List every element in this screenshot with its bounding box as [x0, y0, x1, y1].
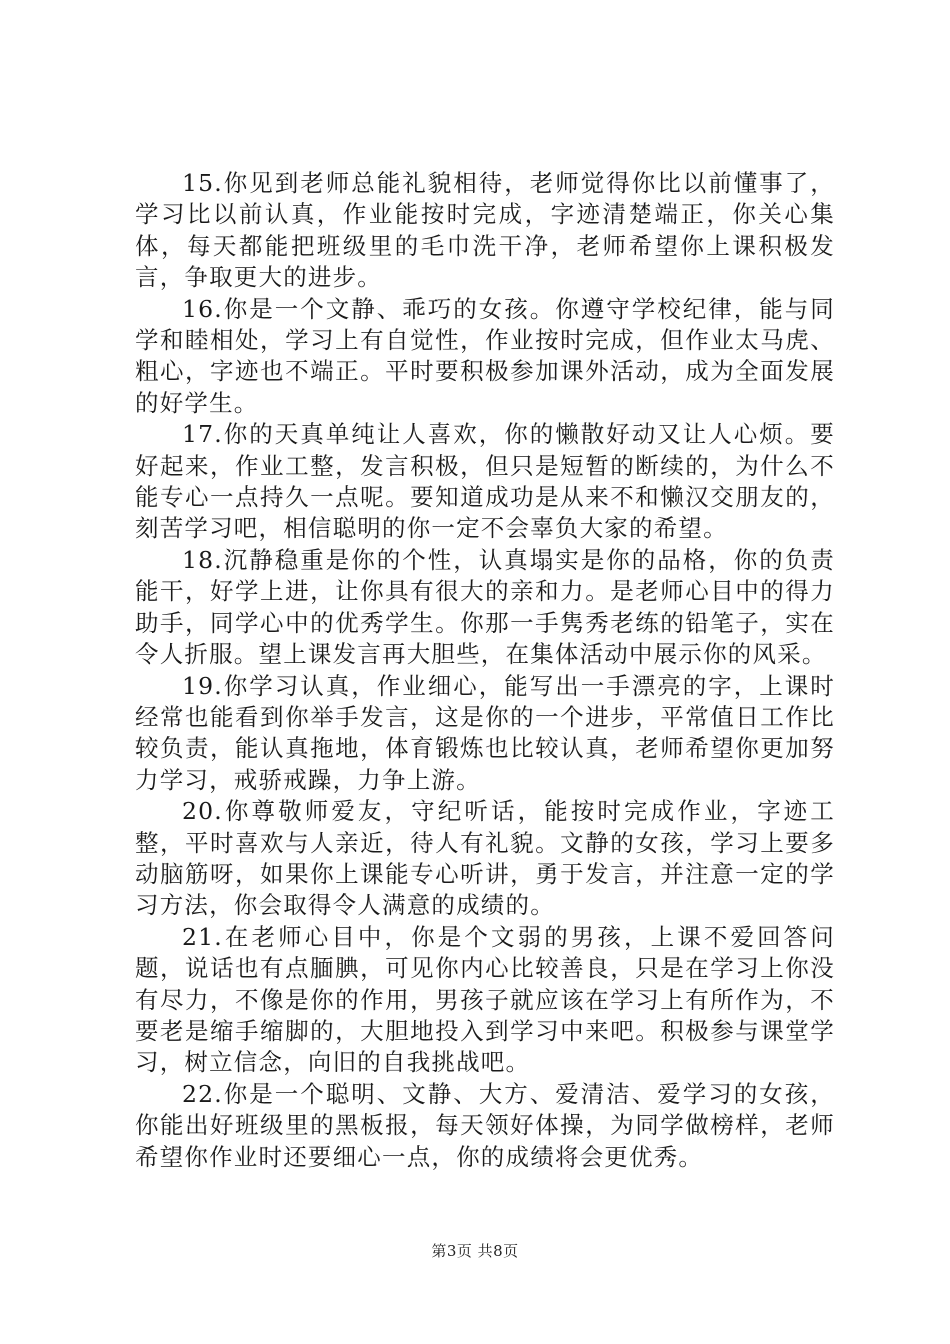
- paragraph-17: 17.你的天真单纯让人喜欢，你的懒散好动又让人心烦。要好起来，作业工整，发言积极，但只是短暂的断续的，为什么不能专心一点持久一点呢。要知道成功是从来不和懒汉交朋友的，刻苦学习吧，相信聪明的你一定不会辜负大家的希望。: [135, 420, 835, 543]
- document-body: [135, 168, 835, 1173]
- paragraph-15: 15.你见到老师总能礼貌相待，老师觉得你比以前懂事了，学习比以前认真，作业能按时完成，字迹清楚端正，你关心集体，每天都能把班级里的毛巾洗干净，老师希望你上课积极发言，争取更大的进步。: [135, 169, 835, 292]
- paragraph-18: 18.沉静稳重是你的个性，认真塌实是你的品格，你的负责能干，好学上进，让你具有很大的亲和力。是老师心目中的得力助手，同学心中的优秀学生。你那一手隽秀老练的铅笔子，实在令人折服。望上课发言再大胆些，在集体活动中展示你的风采。: [135, 545, 835, 669]
- paragraph-21: 21.在老师心目中，你是个文弱的男孩，上课不爱回答问题，说话也有点腼腆，可见你内心比较善良，只是在学习上你没有尽力，不像是你的作用，男孩子就应该在学习上有所作为，不要老是缩手缩脚的，大胆地投入到学习中来吧。积极参与课堂学习，树立信念，向旧的自我挑战吧。: [135, 922, 835, 1077]
- page-number-footer: 第3页 共8页: [431, 1242, 519, 1260]
- paragraph-19: 19.你学习认真，作业细心，能写出一手漂亮的字，上课时经常也能看到你举手发言，这是你的一个进步，平常值日工作比较负责，能认真拖地，体育锻炼也比较认真，老师希望你更加努力学习，戒骄戒躁，力争上游。: [135, 671, 835, 794]
- paragraph-22: 22.你是一个聪明、文静、大方、爱清洁、爱学习的女孩，你能出好班级里的黑板报，每天领好体操，为同学做榜样，老师希望你作业时还要细心一点，你的成绩将会更优秀。: [135, 1079, 835, 1171]
- paragraph-16: 16.你是一个文静、乖巧的女孩。你遵守学校纪律，能与同学和睦相处，学习上有自觉性，作业按时完成，但作业太马虎、粗心，字迹也不端正。平时要积极参加课外活动，成为全面发展的好学生。: [135, 294, 835, 417]
- paragraph-20: 20.你尊敬师爱友，守纪听话，能按时完成作业，字迹工整，平时喜欢与人亲近，待人有礼貌。文静的女孩，学习上要多动脑筋呀，如果你上课能专心听讲，勇于发言，并注意一定的学习方法，你会取得令人满意的成绩的。: [135, 797, 835, 920]
